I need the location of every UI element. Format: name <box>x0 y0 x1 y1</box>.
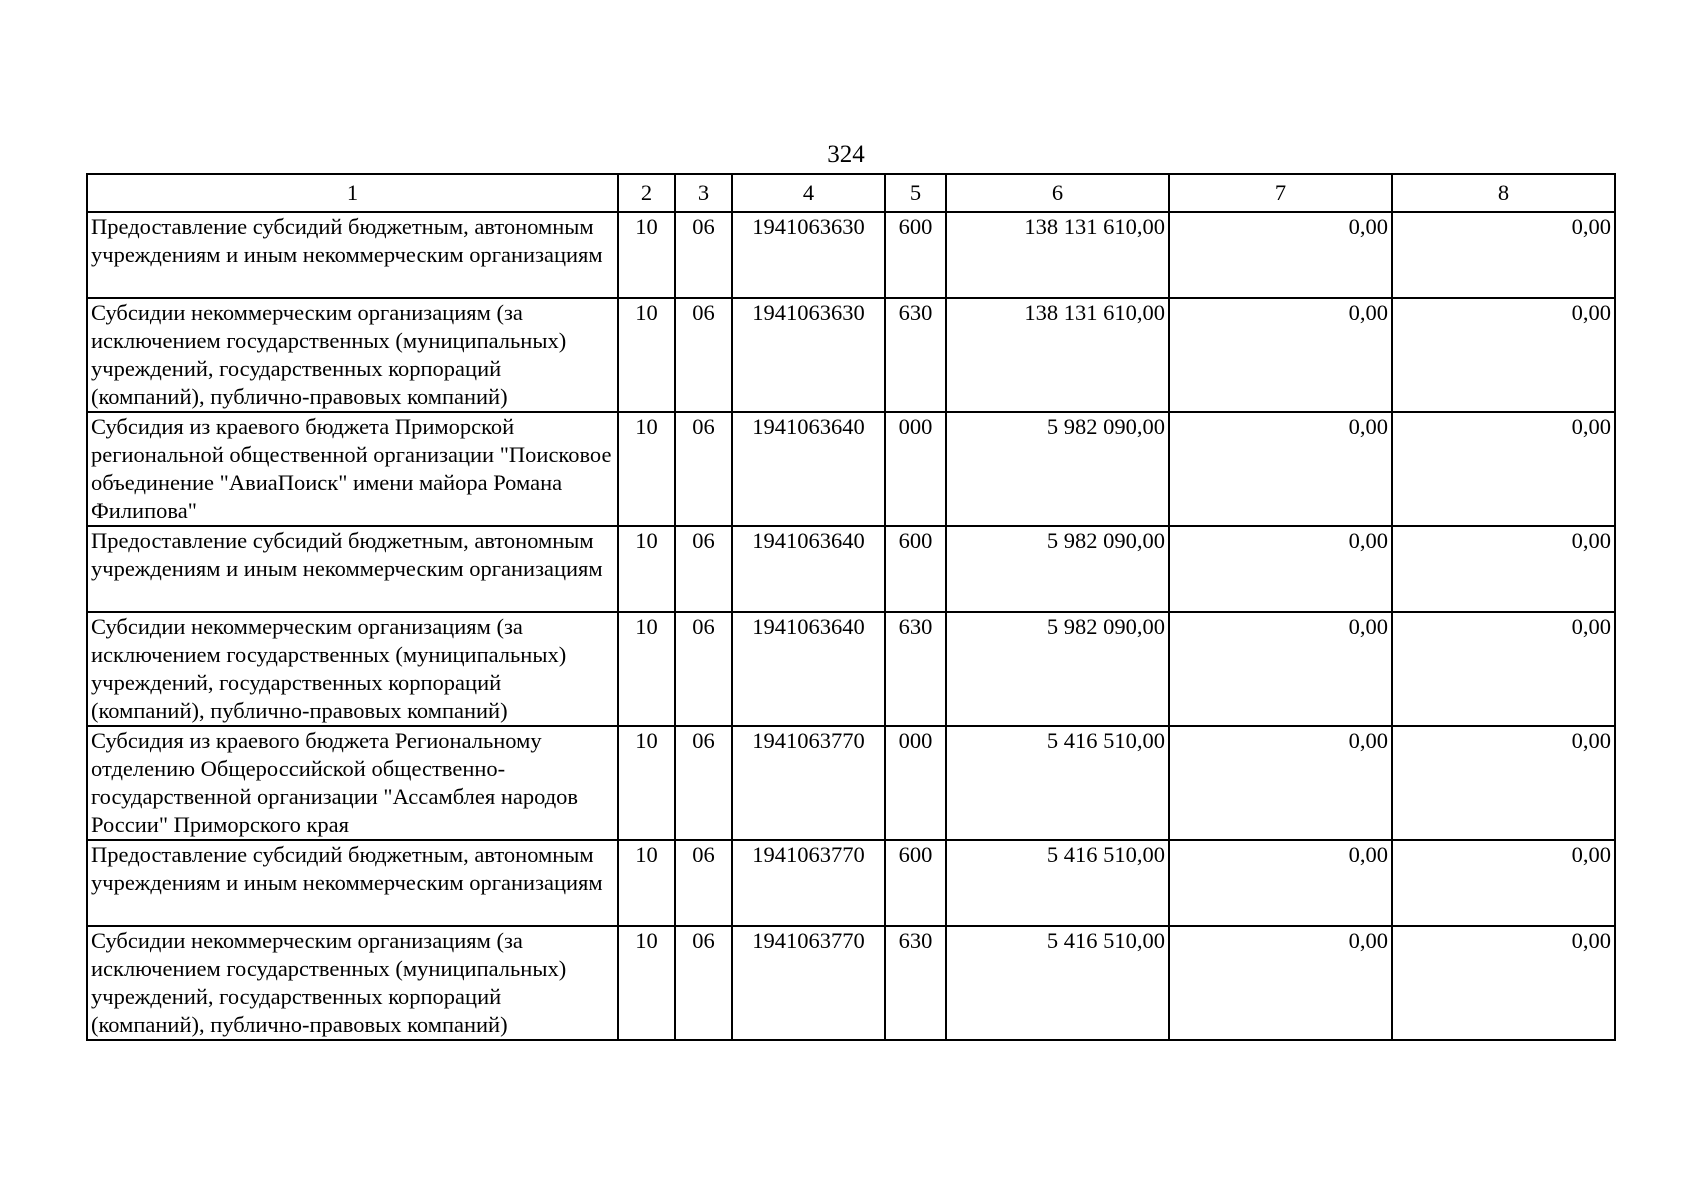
header-col-7: 7 <box>1169 174 1392 212</box>
row-name: Предоставление субсидий бюджетным, автономным учреждениям и иным некоммерческим организациям <box>87 840 618 926</box>
row-target-article: 1941063630 <box>732 212 885 298</box>
row-name: Субсидия из краевого бюджета Региональному отделению Общероссийской общественно-государственной организации "Ассамблея народов России" Приморского края <box>87 726 618 840</box>
row-expense-type: 630 <box>885 298 946 412</box>
row-amount-6: 138 131 610,00 <box>946 212 1169 298</box>
row-amount-7: 0,00 <box>1169 726 1392 840</box>
row-subsection: 06 <box>675 840 732 926</box>
row-name: Субсидии некоммерческим организациям (за исключением государственных (муниципальных) учреждений, государственных корпораций (компаний), публично-правовых компаний) <box>87 298 618 412</box>
row-section: 10 <box>618 612 675 726</box>
row-name: Предоставление субсидий бюджетным, автономным учреждениям и иным некоммерческим организациям <box>87 212 618 298</box>
row-section: 10 <box>618 412 675 526</box>
row-amount-6: 5 982 090,00 <box>946 412 1169 526</box>
row-expense-type: 600 <box>885 526 946 612</box>
row-expense-type: 000 <box>885 412 946 526</box>
row-section: 10 <box>618 726 675 840</box>
row-name: Субсидии некоммерческим организациям (за исключением государственных (муниципальных) учреждений, государственных корпораций (компаний), публично-правовых компаний) <box>87 926 618 1040</box>
row-section: 10 <box>618 926 675 1040</box>
row-amount-6: 5 416 510,00 <box>946 926 1169 1040</box>
row-amount-6: 5 982 090,00 <box>946 526 1169 612</box>
row-name: Субсидии некоммерческим организациям (за исключением государственных (муниципальных) учреждений, государственных корпораций (компаний), публично-правовых компаний) <box>87 612 618 726</box>
row-amount-8: 0,00 <box>1392 840 1615 926</box>
header-col-2: 2 <box>618 174 675 212</box>
row-subsection: 06 <box>675 526 732 612</box>
row-name: Субсидия из краевого бюджета Приморской региональной общественной организации "Поисковое объединение "АвиаПоиск" имени майора Романа Филипова" <box>87 412 618 526</box>
row-amount-7: 0,00 <box>1169 840 1392 926</box>
row-section: 10 <box>618 840 675 926</box>
row-amount-8: 0,00 <box>1392 526 1615 612</box>
header-col-4: 4 <box>732 174 885 212</box>
header-col-8: 8 <box>1392 174 1615 212</box>
row-expense-type: 630 <box>885 926 946 1040</box>
row-amount-7: 0,00 <box>1169 212 1392 298</box>
row-amount-7: 0,00 <box>1169 412 1392 526</box>
table-row <box>87 840 1615 926</box>
row-expense-type: 000 <box>885 726 946 840</box>
header-col-3: 3 <box>675 174 732 212</box>
row-expense-type: 630 <box>885 612 946 726</box>
row-amount-6: 5 982 090,00 <box>946 612 1169 726</box>
row-amount-8: 0,00 <box>1392 212 1615 298</box>
row-section: 10 <box>618 212 675 298</box>
header-row <box>87 174 1615 212</box>
budget-table <box>86 173 1616 1041</box>
row-target-article: 1941063770 <box>732 926 885 1040</box>
table-row <box>87 298 1615 412</box>
row-target-article: 1941063640 <box>732 412 885 526</box>
header-col-5: 5 <box>885 174 946 212</box>
row-expense-type: 600 <box>885 840 946 926</box>
row-section: 10 <box>618 526 675 612</box>
row-name: Предоставление субсидий бюджетным, автономным учреждениям и иным некоммерческим организациям <box>87 526 618 612</box>
row-expense-type: 600 <box>885 212 946 298</box>
row-section: 10 <box>618 298 675 412</box>
table-row <box>87 412 1615 526</box>
row-amount-6: 5 416 510,00 <box>946 726 1169 840</box>
row-subsection: 06 <box>675 726 732 840</box>
row-amount-7: 0,00 <box>1169 298 1392 412</box>
row-subsection: 06 <box>675 926 732 1040</box>
header-col-6: 6 <box>946 174 1169 212</box>
page-number: 324 <box>827 141 865 168</box>
row-target-article: 1941063770 <box>732 840 885 926</box>
row-amount-8: 0,00 <box>1392 298 1615 412</box>
row-amount-7: 0,00 <box>1169 526 1392 612</box>
table-row <box>87 526 1615 612</box>
table-row <box>87 926 1615 1040</box>
row-target-article: 1941063630 <box>732 298 885 412</box>
row-amount-8: 0,00 <box>1392 612 1615 726</box>
row-target-article: 1941063640 <box>732 526 885 612</box>
row-subsection: 06 <box>675 612 732 726</box>
table-row <box>87 212 1615 298</box>
row-amount-8: 0,00 <box>1392 926 1615 1040</box>
table-row <box>87 726 1615 840</box>
row-subsection: 06 <box>675 412 732 526</box>
row-amount-8: 0,00 <box>1392 412 1615 526</box>
table-row <box>87 612 1615 726</box>
row-subsection: 06 <box>675 298 732 412</box>
row-amount-8: 0,00 <box>1392 726 1615 840</box>
header-col-1: 1 <box>87 174 618 212</box>
row-subsection: 06 <box>675 212 732 298</box>
row-amount-6: 138 131 610,00 <box>946 298 1169 412</box>
row-target-article: 1941063640 <box>732 612 885 726</box>
row-amount-6: 5 416 510,00 <box>946 840 1169 926</box>
row-amount-7: 0,00 <box>1169 926 1392 1040</box>
row-target-article: 1941063770 <box>732 726 885 840</box>
row-amount-7: 0,00 <box>1169 612 1392 726</box>
